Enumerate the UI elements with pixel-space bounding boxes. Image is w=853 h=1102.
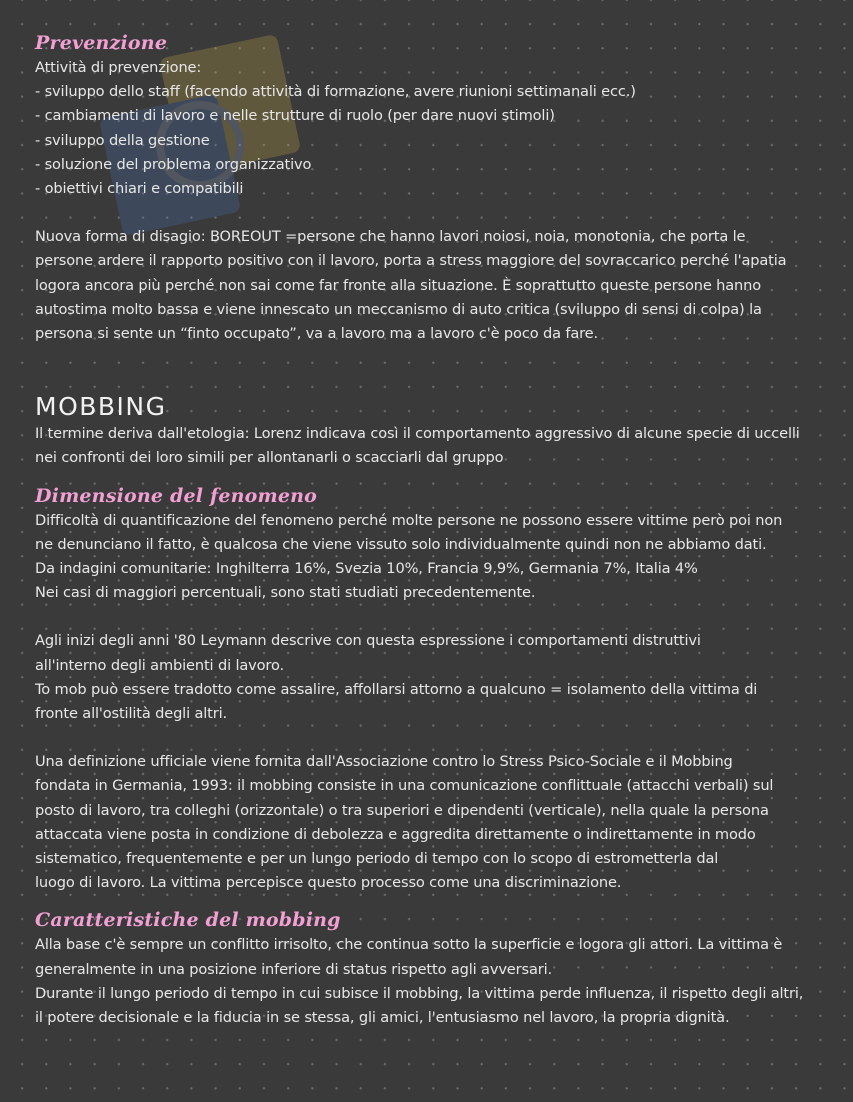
paragraph-line: all'interno degli ambienti di lavoro. [35, 656, 284, 674]
paragraph-line: Difficoltà di quantificazione del fenomeno perché molte persone ne possono essere vittime però poi non [35, 511, 783, 529]
heading-mobbing: MOBBING [35, 392, 167, 422]
paragraph-line: fronte all'ostilità degli altri. [35, 705, 227, 723]
paragraph-line: autostima molto bassa e viene innescato un meccanismo di auto critica (sviluppo di sensi di colpa) la [35, 300, 762, 318]
list-item: - soluzione del problema organizzativo [35, 155, 312, 173]
paragraph-line: ne denunciano il fatto, è qualcosa che viene vissuto solo individualmente quindi non ne abbiamo dati. [35, 535, 767, 553]
paragraph-line: generalmente in una posizione inferiore di status rispetto agli avversari. [35, 960, 552, 978]
paragraph-line: attaccata viene posta in condizione di debolezza e aggredita direttamente o indirettamente in modo [35, 825, 756, 843]
paragraph-line: Agli inizi degli anni '80 Leymann descrive con questa espressione i comportamenti distruttivi [35, 632, 701, 650]
list-item: - cambiamenti di lavoro e nelle strutture di ruolo (per dare nuovi stimoli) [35, 107, 555, 125]
paragraph-line: Una definizione ufficiale viene fornita dall'Associazione contro lo Stress Psico-Sociale e il Mobbing [35, 753, 733, 771]
paragraph-line: logora ancora più perché non sai come far fronte alla situazione. È soprattutto queste persone hanno [35, 276, 762, 294]
paragraph-line: posto di lavoro, tra colleghi (orizzontale) o tra superiori e dipendenti (verticale), nella quale la persona [35, 801, 769, 819]
paragraph-line: Da indagini comunitarie: Inghilterra 16%, Svezia 10%, Francia 9,9%, Germania 7%, Italia 4% [35, 560, 698, 578]
paragraph-line: Durante il lungo periodo di tempo in cui subisce il mobbing, la vittima perde influenza, il rispetto degli altri, [35, 984, 804, 1002]
paragraph-line: nei confronti dei loro simili per allontanarli o scacciarli dal gruppo [35, 449, 504, 467]
list-item: - sviluppo della gestione [35, 131, 210, 149]
paragraph-line: Nei casi di maggiori percentuali, sono stati studiati precedentemente. [35, 584, 536, 602]
paragraph-line: luogo di lavoro. La vittima percepisce questo processo come una discriminazione. [35, 874, 622, 892]
paragraph-line: To mob può essere tradotto come assalire, affollarsi attorno a qualcuno = isolamento della vittima di [35, 680, 758, 698]
text-line: Attività di prevenzione: [35, 59, 202, 76]
paragraph-line: il potere decisionale e la fiducia in se stessa, gli amici, l'entusiasmo nel lavoro, la propria dignità. [35, 1009, 730, 1027]
paragraph-line: sistematico, frequentemente e per un lungo periodo di tempo con lo scopo di estrometterla dal [35, 850, 719, 868]
paragraph-line: Nuova forma di disagio: BOREOUT =persone che hanno lavori noiosi, noia, monotonia, che porta le [35, 228, 746, 246]
heading-dimensione: Dimensione del fenomeno [35, 484, 318, 507]
paragraph-line: Il termine deriva dall'etologia: Lorenz indicava così il comportamento aggressivo di alcune specie di uccelli [35, 425, 800, 443]
heading-caratteristiche: Caratteristiche del mobbing [35, 909, 341, 932]
paragraph-line: fondata in Germania, 1993: il mobbing consiste in una comunicazione conflittuale (attacchi verbali) sul [35, 777, 774, 795]
paragraph-line: persona si sente un “finto occupato”, va a lavoro ma a lavoro c'è poco da fare. [35, 325, 598, 343]
list-item: - obiettivi chiari e compatibili [35, 180, 244, 198]
heading-prevenzione: Prevenzione [35, 32, 168, 54]
paragraph-line: persone ardere il rapporto positivo con il lavoro, porta a stress maggiore del sovraccarico perché l'apatia [35, 252, 787, 270]
notes-page [35, 30, 825, 1030]
list-item: - sviluppo dello staff (facendo attività di formazione, avere riunioni settimanali ecc.) [35, 83, 636, 101]
paragraph-line: Alla base c'è sempre un conflitto irrisolto, che continua sotto la superficie e logora gli attori. La vittima è [35, 936, 783, 954]
